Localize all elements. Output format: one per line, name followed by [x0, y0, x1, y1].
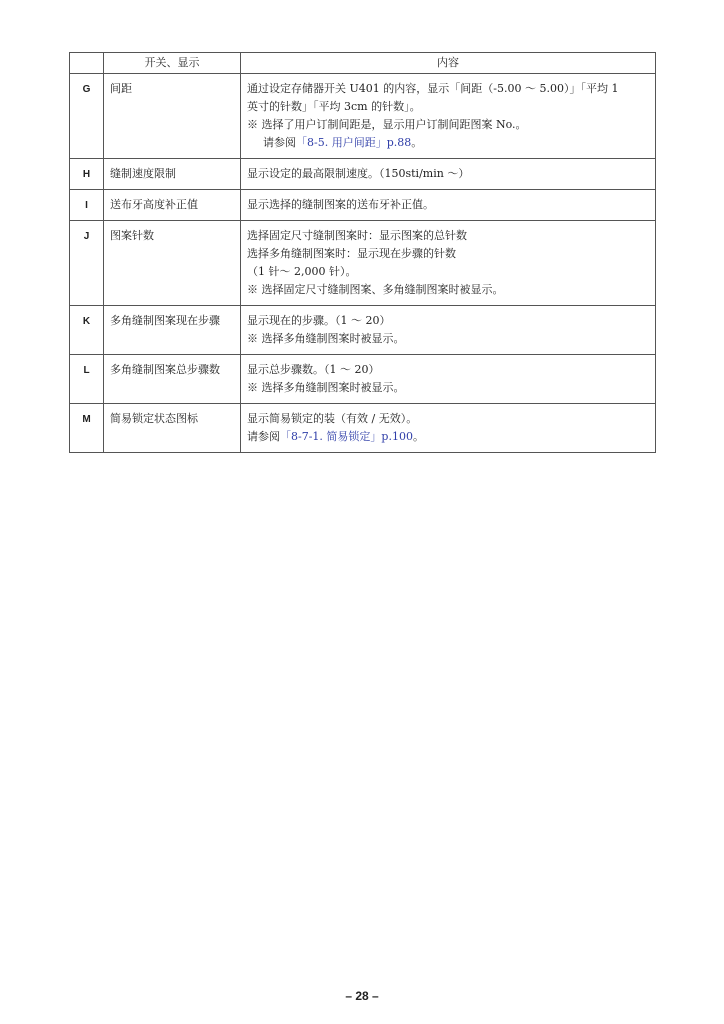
row-content [241, 306, 656, 355]
reference-line [247, 134, 649, 152]
table-row [70, 190, 656, 221]
row-content [241, 221, 656, 306]
reference-prefix: 请参阅 [263, 136, 296, 149]
table-row [70, 159, 656, 190]
row-content [241, 355, 656, 404]
row-key: G [70, 74, 104, 159]
table-row [70, 404, 656, 453]
row-key: L [70, 355, 104, 404]
note-line: ※ 选择多角缝制图案时被显示。 [247, 381, 405, 394]
reference-link[interactable]: 「8-7-1. 简易锁定」p.100 [280, 430, 413, 443]
row-name: 缝制速度限制 [104, 159, 241, 190]
table-header-row [70, 53, 656, 74]
table-row [70, 355, 656, 404]
reference-prefix: 请参阅 [247, 430, 280, 443]
content-line: 显示总步骤数。（1 ～ 20） [247, 363, 380, 376]
table-row [70, 221, 656, 306]
row-name: 多角缝制图案现在步骤 [104, 306, 241, 355]
header-key [70, 53, 104, 74]
row-name: 间距 [104, 74, 241, 159]
header-switch-display: 开关、显示 [104, 53, 241, 74]
row-name: 送布牙高度补正值 [104, 190, 241, 221]
row-content [241, 190, 656, 221]
row-key: I [70, 190, 104, 221]
content-line: 通过设定存储器开关 U401 的内容，显示「间距（-5.00 ～ 5.00）」「平均 1 [247, 82, 619, 95]
header-content: 内容 [241, 53, 656, 74]
row-content [241, 159, 656, 190]
content-line: 显示设定的最高限制速度。（150sti/min ～） [247, 167, 470, 180]
row-content [241, 74, 656, 159]
content-line: （1 针～ 2,000 针）。 [247, 265, 357, 278]
row-key: H [70, 159, 104, 190]
content-line: 显示现在的步骤。（1 ～ 20） [247, 314, 391, 327]
spec-table [69, 52, 656, 453]
reference-line [247, 428, 649, 446]
page-number: – 28 – [345, 989, 379, 1003]
row-name: 多角缝制图案总步骤数 [104, 355, 241, 404]
note-line: ※ 选择固定尺寸缝制图案、多角缝制图案时被显示。 [247, 283, 504, 296]
reference-link[interactable]: 「8-5. 用户间距」p.88 [296, 136, 412, 149]
note-line: ※ 选择多角缝制图案时被显示。 [247, 332, 405, 345]
row-key: M [70, 404, 104, 453]
reference-suffix: 。 [411, 136, 423, 149]
content-line: 选择多角缝制图案时：显示现在步骤的针数 [247, 247, 456, 260]
row-name: 简易锁定状态图标 [104, 404, 241, 453]
table-row [70, 74, 656, 159]
row-name: 图案针数 [104, 221, 241, 306]
content-line: 选择固定尺寸缝制图案时：显示图案的总针数 [247, 229, 467, 242]
reference-suffix: 。 [412, 430, 424, 443]
row-key: J [70, 221, 104, 306]
content-line: 显示简易锁定的装（有效 / 无效）。 [247, 412, 418, 425]
row-content [241, 404, 656, 453]
note-line: ※ 选择了用户订制间距是，显示用户订制间距图案 No.。 [247, 118, 527, 131]
table-row [70, 306, 656, 355]
content-line: 显示选择的缝制图案的送布牙补正值。 [247, 198, 434, 211]
content-line: 英寸的针数」「平均 3cm 的针数」。 [247, 100, 421, 113]
row-key: K [70, 306, 104, 355]
